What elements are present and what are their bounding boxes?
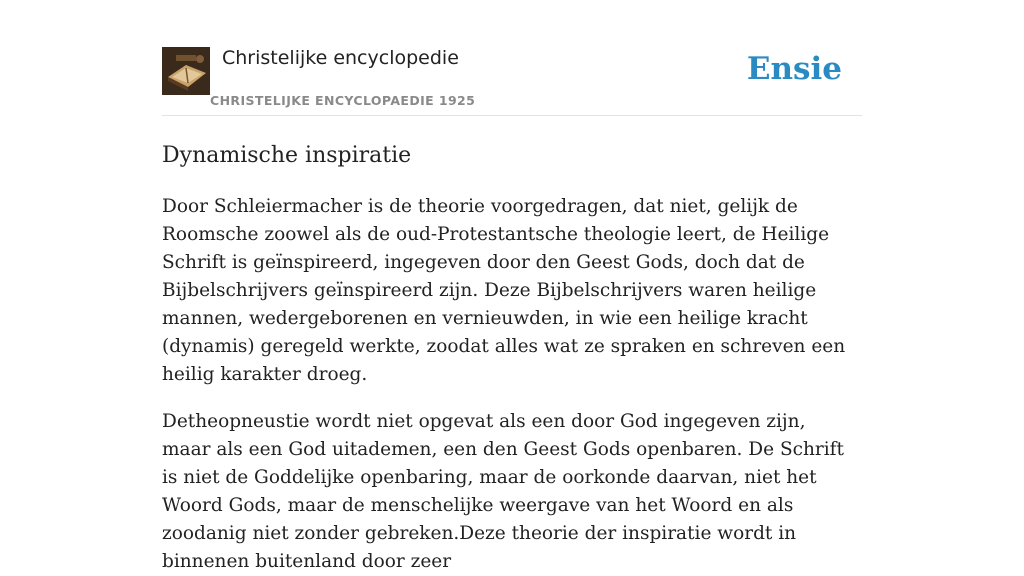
brand-logo-link[interactable]: Ensie xyxy=(746,51,842,87)
source-subtitle: CHRISTELIJKE ENCYCLOPAEDIE 1925 xyxy=(210,93,476,108)
article-title: Dynamische inspiratie xyxy=(162,143,412,168)
book-photo-icon[interactable] xyxy=(162,47,210,95)
source-title[interactable]: Christelijke encyclopedie xyxy=(222,47,459,69)
article-paragraph: Door Schleiermacher is de theorie voorgedragen, dat niet, gelijk de Roomsche zoowel als de oud-Protestantsche theologie leert, de Heilige Schrift is geïnspireerd, ingegeven door den Geest Gods, doch dat de Bijbelschrijvers geïnspireerd zijn. Deze Bijbelschrijvers waren heilige mannen, wedergeborenen en vernieuwden, in wie een heilige kracht (dynamis) geregeld werkte, zoodat alles wat ze spraken en schreven een heilig karakter droeg. xyxy=(162,196,846,385)
header xyxy=(162,0,862,116)
content-container xyxy=(162,0,862,576)
article-paragraph: Detheopneustie wordt niet opgevat als een door God ingegeven zijn, maar als een God uitademen, een den Geest Gods openbaren. De Schrift is niet de Goddelijke openbaring, maar de oorkonde daarvan, niet het Woord Gods, maar de menschelijke weergave van het Woord en als zoodanig niet zonder gebreken.Deze theorie der inspiratie wordt in binnenen buitenland door zeer xyxy=(162,411,844,572)
